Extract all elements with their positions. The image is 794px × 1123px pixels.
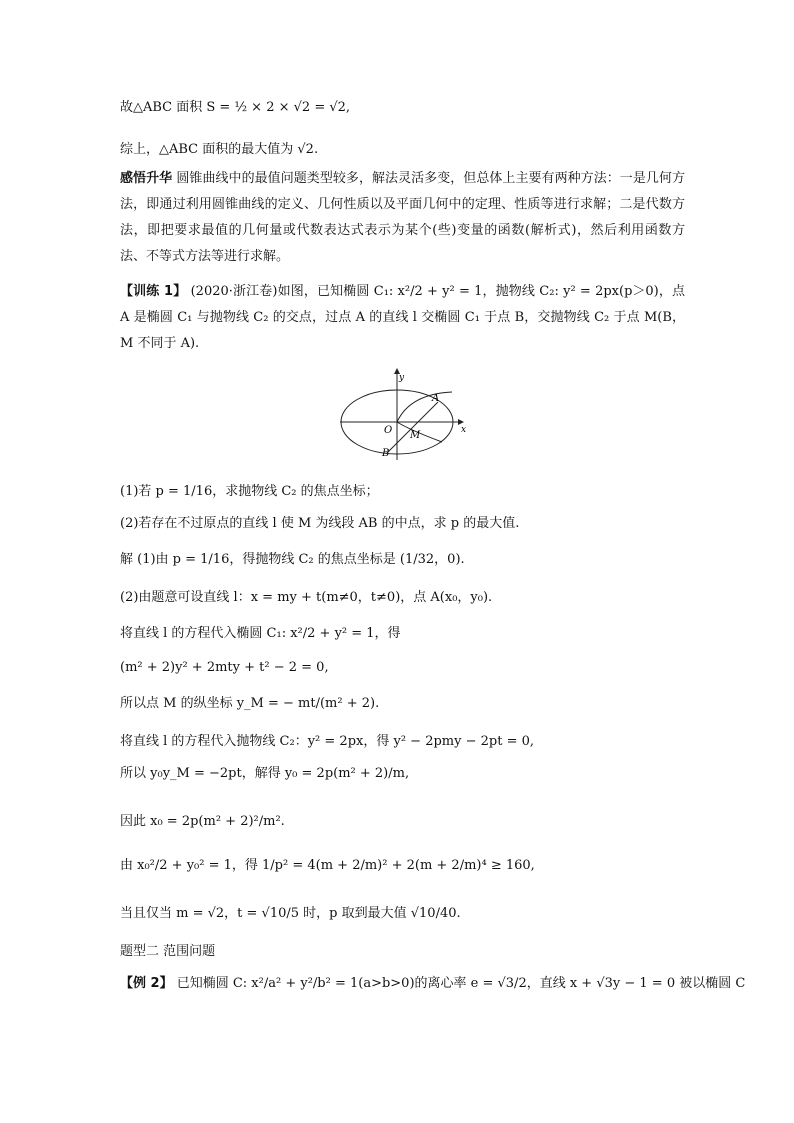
solution-line: (2)由题意可设直线 l：x = my + t(m≠0，t≠0)，点 A(x₀，y₀). (120, 590, 493, 605)
training-label: 【训练 1】 (120, 284, 187, 299)
label-x: x (461, 425, 467, 435)
parabola-upper (397, 392, 452, 422)
example-2 (120, 976, 745, 992)
solution-line: 所以 y₀y_M = −2pt，解得 y₀ = 2p(m² + 2)/m, (120, 766, 410, 781)
solution-line: 将直线 l 的方程代入椭圆 C₁: x²/2 + y² = 1，得 (120, 626, 401, 641)
text-line: 故△ABC 面积 S = ½ × 2 × √2 = √2, (120, 100, 351, 115)
ellipse-parabola-figure (340, 368, 470, 468)
training-text-2: 是椭圆 C₁ 与抛物线 C₂ 的交点，过点 A 的直线 l 交椭圆 C₁ 于点 B，交抛物线 C₂ 于点 M(B，M (120, 310, 685, 351)
section-heading: 题型二 范围问题 (120, 944, 216, 959)
insight-text: 圆锥曲线中的最值问题类型较多，解法灵活多变，但总体上主要有两种方法：一是几何方法，即通过利用圆锥曲线的定义、几何性质以及平面几何中的定理、性质等进行求解；二是代数方法，即把要求最值的几何量或代数表达式表示为某个(些)变量的函数(解析式)，然后利用函数方法、不等式方法等进行求解。 (120, 171, 685, 264)
question-2: (2)若存在不过原点的直线 l 使 M 为线段 AB 的中点，求 p 的最大值. (120, 516, 520, 531)
label-a: A (432, 393, 440, 404)
label-y: y (399, 373, 405, 383)
training-text-1: (2020·浙江卷)如图，已知椭圆 C₁: x²/2 + y² = 1，抛物线 C₂: y² = 2px(p＞0)，点 A (120, 284, 685, 325)
insight-label: 感悟升华 (120, 171, 173, 186)
solution-line: 将直线 l 的方程代入抛物线 C₂：y² = 2px，得 y² − 2pmy − 2pt = 0, (120, 734, 534, 749)
training-text-3: 不同于 A). (137, 336, 200, 351)
label-o: O (384, 425, 393, 436)
solution-line: 所以点 M 的纵坐标 y_M = − mt/(m² + 2). (120, 696, 380, 711)
question-1: (1)若 p = 1/16，求抛物线 C₂ 的焦点坐标； (120, 484, 379, 499)
example-2-label: 【例 2】 (120, 976, 173, 991)
label-m: M (410, 430, 421, 441)
solution-line: 解 (1)由 p = 1/16，得抛物线 C₂ 的焦点坐标是 (1/32，0). (120, 552, 465, 567)
insight-paragraph (120, 166, 685, 270)
label-b: B (382, 448, 390, 459)
solution-line: 当且仅当 m = √2，t = √10/5 时，p 取到最大值 √10/40. (120, 906, 461, 921)
text-line: 综上，△ABC 面积的最大值为 √2. (120, 142, 319, 157)
solution-line: 由 x₀²/2 + y₀² = 1，得 1/p² = 4(m + 2/m)² + 2(m + 2/m)⁴ ≥ 160, (120, 858, 535, 873)
training-paragraph (120, 279, 685, 357)
line-l (388, 402, 438, 452)
solution-line: (m² + 2)y² + 2mty + t² − 2 = 0, (120, 660, 329, 675)
example-2-text: 已知椭圆 C: x²/a² + y²/b² = 1(a>b>0)的离心率 e = √3/2，直线 x + √3y − 1 = 0 被以椭圆 C (176, 976, 746, 991)
solution-line: 因此 x₀ = 2p(m² + 2)²/m². (120, 814, 285, 829)
